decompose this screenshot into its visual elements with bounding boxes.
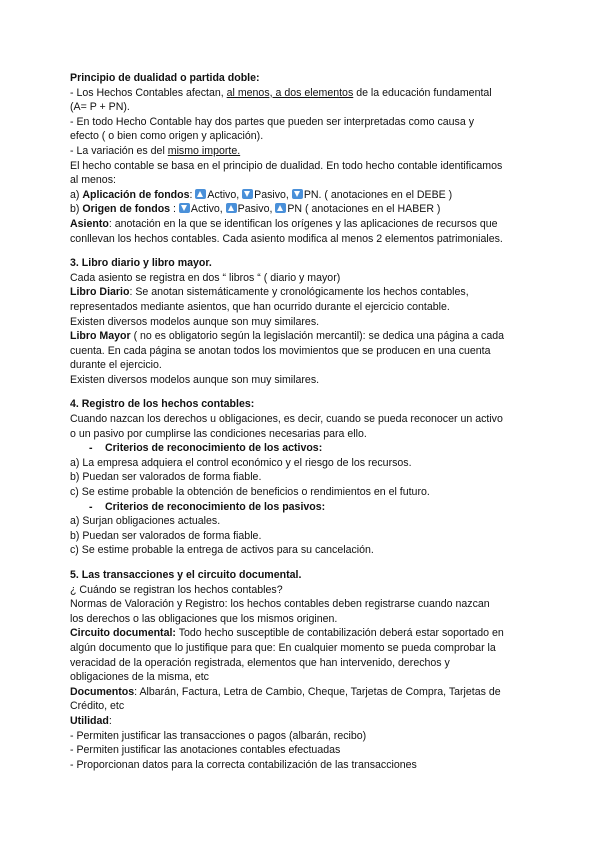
- section-title: 4. Registro de los hechos contables:: [70, 398, 255, 411]
- arrow-up-icon: [195, 189, 206, 199]
- paragraph-line: Existen diversos modelos aunque son muy similares.: [70, 315, 320, 328]
- paragraph-line: cuenta. En cada página se anotan todos los movimientos que se producen en una cuenta: [70, 344, 491, 357]
- arrow-down-icon: [179, 203, 190, 213]
- paragraph-line: o un pasivo por cumplirse las condiciones necesarias para ello.: [70, 427, 367, 440]
- paragraph-line: los derechos o las obligaciones que los mismos originen.: [70, 612, 338, 625]
- list-item: c) Se estime probable la obtención de beneficios o rendimientos en el futuro.: [70, 486, 430, 499]
- paragraph-line: obligaciones de la misma, etc: [70, 671, 209, 684]
- paragraph-line: Cuando nazcan los derechos u obligaciones, es decir, cuando se pueda reconocer un activo: [70, 413, 503, 426]
- paragraph-line: - Los Hechos Contables afectan, al menos, a dos elementos de la educación fundamental: [70, 86, 492, 99]
- section-title: 3. Libro diario y libro mayor.: [70, 257, 212, 270]
- paragraph-line: Normas de Valoración y Registro: los hechos contables deben registrarse cuando nazcan: [70, 598, 490, 611]
- paragraph-line: Cada asiento se registra en dos “ libros “ ( diario y mayor): [70, 271, 341, 284]
- paragraph-line: efecto ( o bien como origen y aplicación).: [70, 130, 264, 143]
- list-item: - Permiten justificar las anotaciones contables efectuadas: [70, 744, 341, 757]
- arrow-down-icon: [292, 189, 303, 199]
- paragraph-line: algún documento que lo justifique para que: En cualquier momento se pueda comprobar la: [70, 641, 496, 654]
- arrow-up-icon: [275, 203, 286, 213]
- aplicacion-fondos-line: a) Aplicación de fondos: Activo, Pasivo, PN. ( anotaciones en el DEBE ): [70, 188, 453, 201]
- criteria-heading-activos: - Criterios de reconocimiento de los activos:: [89, 442, 323, 455]
- paragraph-line: veracidad de la operación registrada, elementos que han intervenido, derechos y: [70, 656, 450, 669]
- paragraph-line: Circuito documental: Todo hecho susceptible de contabilización deberá estar soportado en: [70, 627, 504, 640]
- paragraph-line: Documentos: Albarán, Factura, Letra de Cambio, Cheque, Tarjetas de Compra, Tarjetas de: [70, 685, 501, 698]
- arrow-up-icon: [226, 203, 237, 213]
- paragraph-line: Libro Mayor ( no es obligatorio según la legislación mercantil): se dedica una página a cada: [70, 330, 504, 343]
- list-item: a) Surjan obligaciones actuales.: [70, 515, 221, 528]
- list-item: c) Se estime probable la entrega de activos para su cancelación.: [70, 544, 374, 557]
- origen-fondos-line: b) Origen de fondos : Activo, Pasivo, PN ( anotaciones en el HABER ): [70, 203, 441, 216]
- paragraph-line: (A= P + PN).: [70, 101, 130, 114]
- underlined-text: al menos, a dos elementos: [226, 86, 354, 99]
- list-item: b) Puedan ser valorados de forma fiable.: [70, 471, 262, 484]
- paragraph-line: ¿ Cuándo se registran los hechos contables?: [70, 583, 283, 596]
- paragraph-line: Utilidad:: [70, 714, 112, 727]
- section-title: Principio de dualidad o partida doble:: [70, 72, 260, 84]
- list-item: - Proporcionan datos para la correcta contabilización de las transacciones: [70, 758, 417, 771]
- list-item: a) La empresa adquiera el control económico y el riesgo de los recursos.: [70, 456, 412, 469]
- paragraph-line: al menos:: [70, 174, 116, 187]
- paragraph-line: durante el ejercicio.: [70, 359, 162, 372]
- paragraph-line: El hecho contable se basa en el principio de dualidad. En todo hecho contable identificamos: [70, 159, 503, 172]
- section-dualidad: [70, 71, 550, 246]
- paragraph-line: Existen diversos modelos aunque son muy similares.: [70, 373, 320, 386]
- underlined-text: mismo importe.: [167, 144, 241, 157]
- paragraph-line: representados mediante asientos, que han ocurrido durante el ejercicio contable.: [70, 300, 450, 313]
- paragraph-line: Libro Diario: Se anotan sistemáticamente y cronológicamente los hechos contables,: [70, 286, 469, 299]
- section-transacciones: [70, 568, 550, 772]
- arrow-down-icon: [242, 189, 253, 199]
- paragraph-line: - En todo Hecho Contable hay dos partes que pueden ser interpretadas como causa y: [70, 115, 474, 128]
- section-title: 5. Las transacciones y el circuito documental.: [70, 569, 302, 581]
- list-item: - Permiten justificar las transacciones o pagos (albarán, recibo): [70, 729, 367, 742]
- paragraph-line: Asiento: anotación en la que se identifican los orígenes y las aplicaciones de recursos que: [70, 217, 498, 230]
- section-registro-hechos: [70, 397, 550, 558]
- paragraph-line: - La variación es del mismo importe.: [70, 144, 241, 157]
- paragraph-line: conllevan los hechos contables. Cada asiento modifica al menos 2 elementos patrimoniales.: [70, 232, 503, 245]
- section-libro-diario-mayor: [70, 256, 550, 387]
- criteria-heading-pasivos: - Criterios de reconocimiento de los pasivos:: [89, 500, 326, 513]
- list-item: b) Puedan ser valorados de forma fiable.: [70, 529, 262, 542]
- paragraph-line: Crédito, etc: [70, 700, 125, 713]
